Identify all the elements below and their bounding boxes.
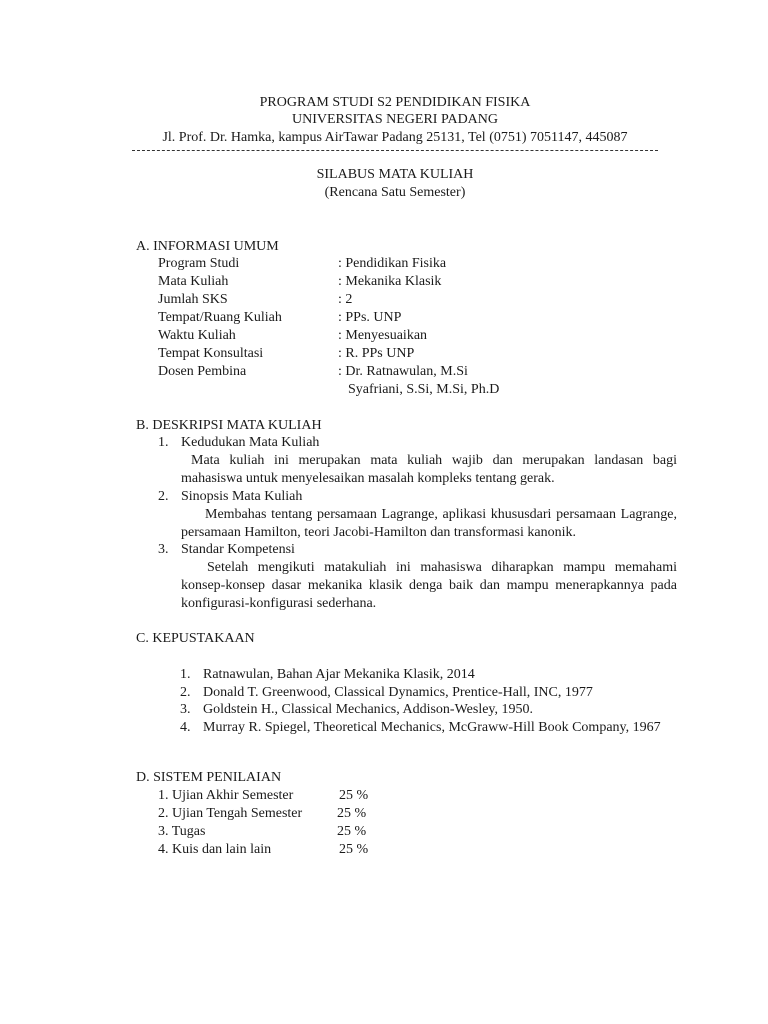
subsection-text: Setelah mengikuti matakuliah ini mahasiswa diharapkan mampu memahami konsep-konsep dasar mekanika klasik denga baik dan mampu menerapkannya pada konfigurasi-konfigurasi sederhana. bbox=[181, 560, 677, 611]
list-number: 3. bbox=[158, 542, 169, 557]
info-label: Program Studi bbox=[158, 256, 240, 271]
info-label: Mata Kuliah bbox=[158, 274, 229, 289]
reference-text: Ratnawulan, Bahan Ajar Mekanika Klasik, 2014 bbox=[203, 667, 475, 682]
grading-item: 2. Ujian Tengah Semester bbox=[158, 806, 303, 821]
reference-number: 1. bbox=[180, 667, 191, 682]
list-number: 1. bbox=[158, 435, 169, 450]
reference-number: 3. bbox=[180, 702, 191, 717]
info-label: Waktu Kuliah bbox=[158, 328, 236, 343]
reference-text: Murray R. Spiegel, Theoretical Mechanics, McGraww-Hill Book Company, 1967 bbox=[203, 720, 661, 735]
grading-item: 1. Ujian Akhir Semester bbox=[158, 788, 294, 803]
info-value: : Pendidikan Fisika bbox=[338, 256, 447, 271]
grading-item: 3. Tugas bbox=[158, 824, 206, 839]
reference-text: Goldstein H., Classical Mechanics, Addison-Wesley, 1950. bbox=[203, 702, 534, 717]
address-line: Jl. Prof. Dr. Hamka, kampus AirTawar Padang 25131, Tel (0751) 7051147, 445087 bbox=[162, 130, 628, 145]
info-label: Tempat Konsultasi bbox=[158, 346, 264, 361]
info-value: : Menyesuaikan bbox=[338, 328, 428, 343]
subsection-text: Mata kuliah ini merupakan mata kuliah wajib dan merupakan landasan bagi mahasiswa untuk menyelesaikan masalah kompleks tentang gerak. bbox=[181, 453, 677, 486]
reference-number: 2. bbox=[180, 685, 191, 700]
info-label: Tempat/Ruang Kuliah bbox=[158, 310, 282, 325]
document-title: SILABUS MATA KULIAH bbox=[316, 167, 474, 182]
info-value: : 2 bbox=[338, 292, 353, 307]
info-value: : R. PPs UNP bbox=[338, 346, 415, 361]
info-value: : Mekanika Klasik bbox=[338, 274, 442, 289]
section-a-heading: A. INFORMASI UMUM bbox=[136, 239, 279, 254]
university-heading: UNIVERSITAS NEGERI PADANG bbox=[291, 112, 499, 127]
list-number: 2. bbox=[158, 489, 169, 504]
grading-percent: 25 % bbox=[337, 824, 367, 839]
grading-percent: 25 % bbox=[337, 806, 367, 821]
grading-percent: 25 % bbox=[339, 788, 369, 803]
section-b-heading: B. DESKRIPSI MATA KULIAH bbox=[136, 418, 322, 433]
second-lecturer: Syafriani, S.Si, M.Si, Ph.D bbox=[348, 382, 500, 397]
grading-percent: 25 % bbox=[339, 842, 369, 857]
program-heading: PROGRAM STUDI S2 PENDIDIKAN FISIKA bbox=[259, 95, 531, 110]
info-value: : Dr. Ratnawulan, M.Si bbox=[338, 364, 468, 379]
header-divider bbox=[132, 150, 658, 151]
info-value: : PPs. UNP bbox=[338, 310, 402, 325]
subsection-title: Kedudukan Mata Kuliah bbox=[181, 435, 320, 450]
grading-item: 4. Kuis dan lain lain bbox=[158, 842, 272, 857]
subsection-title: Standar Kompetensi bbox=[181, 542, 295, 557]
document-subtitle: (Rencana Satu Semester) bbox=[324, 185, 466, 200]
subsection-title: Sinopsis Mata Kuliah bbox=[181, 489, 303, 504]
info-label: Jumlah SKS bbox=[158, 292, 228, 307]
section-c-heading: C. KEPUSTAKAAN bbox=[136, 631, 255, 646]
subsection-text: Membahas tentang persamaan Lagrange, aplikasi khususdari persamaan Lagrange, persamaan Hamilton, teori Jacobi-Hamilton dan transformasi kanonik. bbox=[181, 507, 677, 540]
reference-text: Donald T. Greenwood, Classical Dynamics, Prentice-Hall, INC, 1977 bbox=[203, 685, 593, 700]
section-d-heading: D. SISTEM PENILAIAN bbox=[136, 770, 282, 785]
reference-number: 4. bbox=[180, 720, 191, 735]
info-label: Dosen Pembina bbox=[158, 364, 247, 379]
